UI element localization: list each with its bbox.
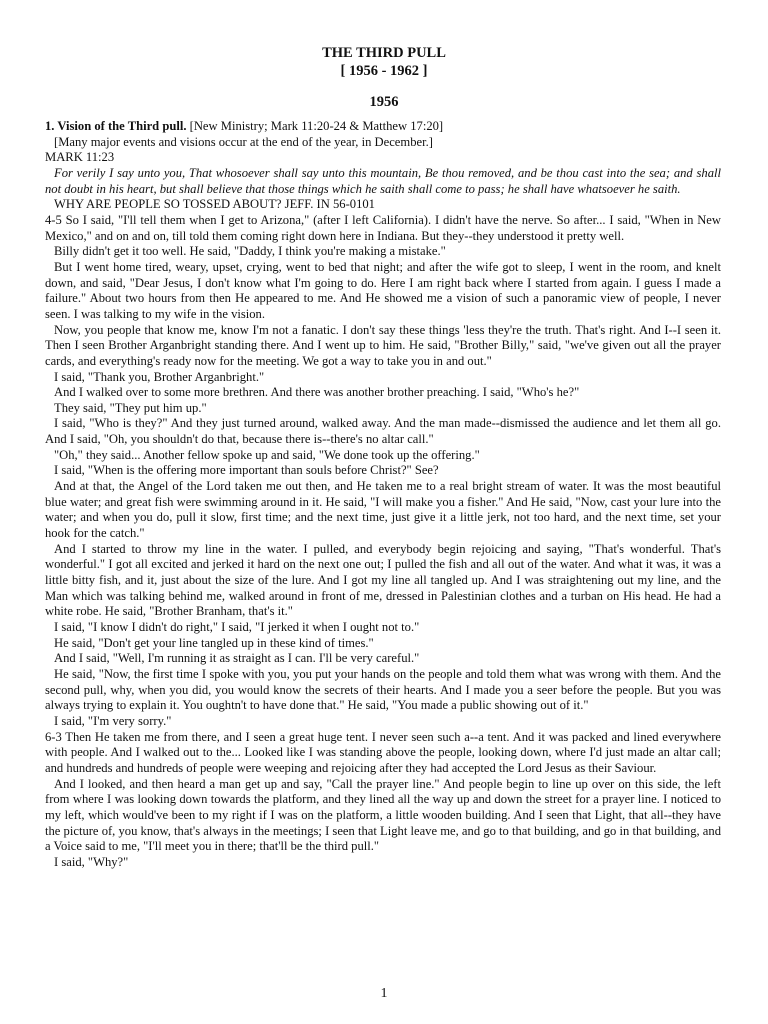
paragraph: And I started to throw my line in the water. I pulled, and everybody begin rejoicing and saying, "That's wonderful. That's wonderful." I got all excited and jerked it hard on the next one out; I pulled the fish and all out of the water. And what it was, it was a little bitty fish, and it, just about the size of the lure. And I got my line all tangled up. And I was straightening out my line, and the Man which was talking behind me, walked around in front of me, dressed in Palestinian clothes and a turban on His head. He had a white robe. He said, "Brother Branham, that's it." [45, 541, 721, 619]
section-heading: 1. Vision of the Third pull. [45, 119, 187, 133]
paragraph: They said, "They put him up." [54, 400, 207, 415]
sermon-reference: WHY ARE PEOPLE SO TOSSED ABOUT? JEFF. IN 56-0101 [54, 197, 375, 212]
date-range: [ 1956 - 1962 ] [340, 63, 428, 79]
paragraph: And I walked over to some more brethren. And there was another brother preaching. I said, "Who's he?" [54, 385, 580, 400]
paragraph: And I said, "Well, I'm running it as straight as I can. I'll be very careful." [54, 651, 420, 666]
document-title: THE THIRD PULL [322, 45, 446, 61]
paragraph: I said, "I'm very sorry." [54, 713, 172, 728]
paragraph: I said, "Why?" [54, 854, 129, 869]
paragraph: 4-5 So I said, "I'll tell them when I get to Arizona," (after I left California). I didn't have the nerve. So after... I said, "When in New Mexico," and on and on, till told them coming right down here in Indiana. But they--they understood it pretty well. [45, 212, 721, 243]
page-number: 1 [380, 986, 388, 1001]
section-refs: [New Ministry; Mark 11:20-24 & Matthew 17:20] [186, 119, 444, 133]
section-heading-line [45, 119, 721, 135]
paragraph: I said, "I know I didn't do right," I said, "I jerked it when I ought not to." [54, 620, 420, 634]
paragraph: I said, "Thank you, Brother Arganbright." [54, 369, 265, 384]
paragraph: I said, "Who is they?" And they just turned around, walked away. And the man made--dismissed the audience and let them all go. And I said, "Oh, you shouldn't do that, because there is--there's no altar call." [45, 416, 721, 447]
paragraph: But I went home tired, weary, upset, crying, went to bed that night; and after the wife got to sleep, I went in the room, and knelt down, and said, "Dear Jesus, I don't know what I'm going to do. Here I am right back where I started from again. I guess I made a failure." About two hours from then He appeared to me. And He showed me a vision of such a panoramic view of people, I never seen. I was talking to my wife in the vision. [45, 259, 721, 321]
paragraph: Billy didn't get it too well. He said, "Daddy, I think you're making a mistake." [54, 244, 446, 259]
paragraph: He said, "Now, the first time I spoke with you, you put your hands on the people and told them what was wrong with them. And the second pull, why, when you did, you would know the secrets of their hearts. And I made you a seer before the people. But you was always trying to explain it. You oughtn't to have done that." He said, "You made a public showing out of it." [45, 666, 721, 713]
scripture-text: For verily I say unto you, That whosoever shall say unto this mountain, Be thou removed, and be thou cast into the sea; and shall not doubt in his heart, but shall believe that those things which he saith shall come to pass; he shall have whatsoever he saith. [45, 165, 721, 196]
paragraph: And I looked, and then heard a man get up and say, "Call the prayer line." And people begin to line up over on this side, the left from where I was looking down towards the platform, and they lined all the way up and down the street for a prayer line. I noticed to my left, which would've been to my right if I was on the platform, a little wooden building. And I seen that Light, that all--they have the picture of, you know, that's always in the meetings; I seen that Light leave me, and go to that building, and go in that building, and a Voice said to me, "I'll meet you in there; that'll be the third pull." [45, 776, 721, 854]
paragraph: "Oh," they said... Another fellow spoke up and said, "We done took up the offering." [54, 447, 480, 462]
scripture-ref: MARK 11:23 [45, 150, 115, 165]
document-body [45, 119, 721, 871]
paragraph: 6-3 Then He taken me from there, and I seen a great huge tent. I never seen such a--a tent. And it was packed and lined everywhere with people. And I walked out to the... Looked like I was standing above the people, looking down, where I'd just made an altar call; and hundreds and hundreds of people were weeping and rejoicing after they had accepted the Lord Jesus as their Saviour. [45, 729, 721, 775]
paragraph: Now, you people that know me, know I'm not a fanatic. I don't say these things 'less they're the truth. That's right. And I--I seen it. Then I seen Brother Arganbright standing there. And I went up to him. He said, "Brother Billy," said, "we've given out all the prayer cards, and everything's ready now for the meeting. We got a way to take you in and out." [45, 322, 721, 368]
paragraph: I said, "When is the offering more important than souls before Christ?" See? [54, 463, 439, 478]
paragraph: He said, "Don't get your line tangled up in these kind of times." [54, 635, 374, 650]
paragraph: And at that, the Angel of the Lord taken me out then, and He taken me to a real bright stream of water. It was the most beautiful blue water; and great fish were swimming around in it. He said, "I will make you a fisher." And He said, "Now, cast your lure into the water; and when you do, pull it slow, first time; and the next time, just give it a little jerk, not too hard, and the next time, set your hook for the catch." [45, 479, 721, 541]
section-note: [Many major events and visions occur at the end of the year, in December.] [54, 134, 433, 149]
year-heading: 1956 [369, 94, 399, 110]
